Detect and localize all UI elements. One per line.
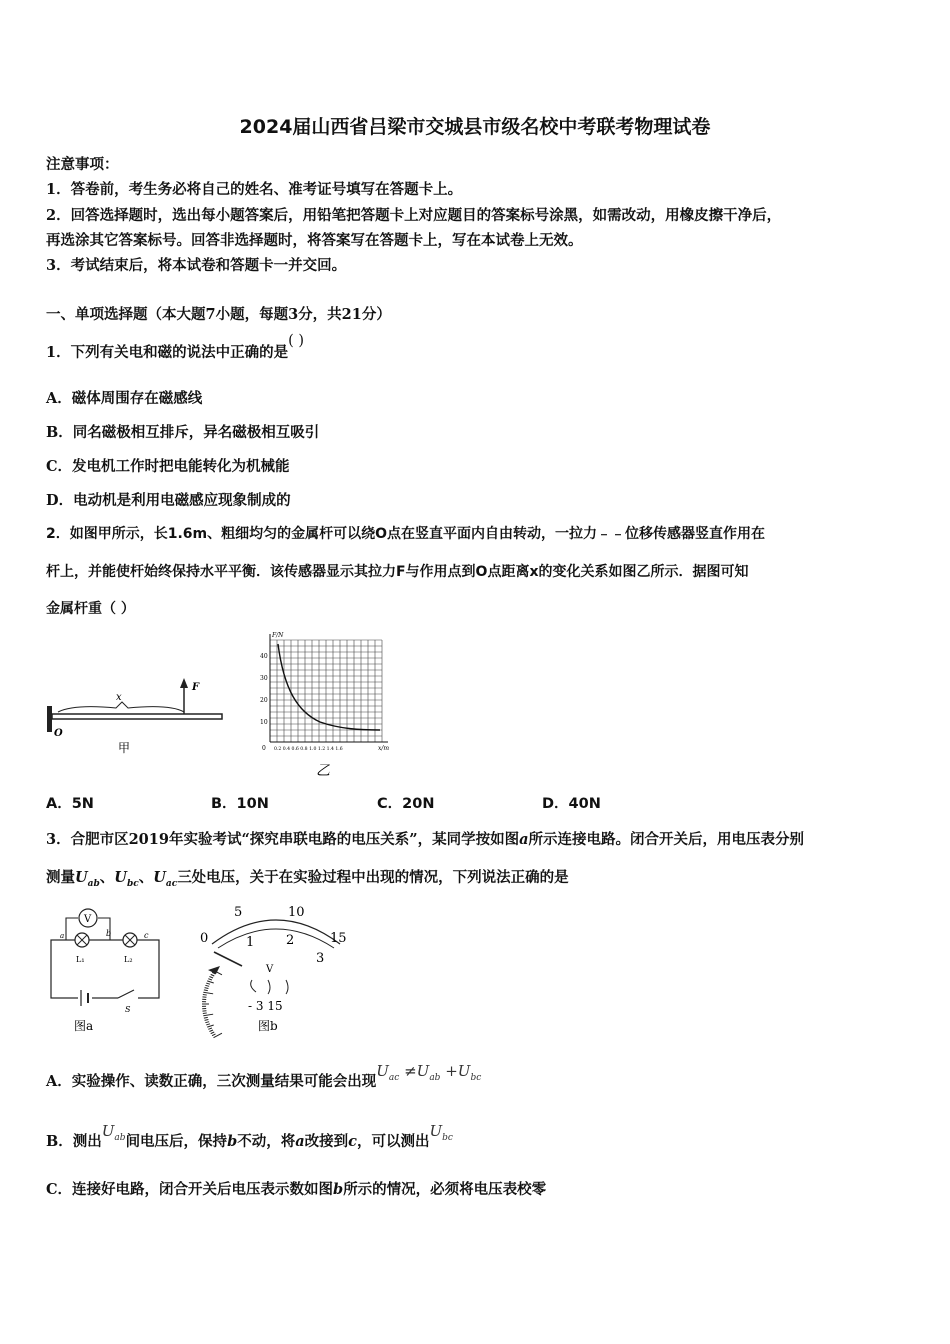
q3-option-b: B．测出$U_{ab}$间电压后，保持b不动，将a改接到c，可以测出$U_{bc}$ — [46, 1122, 453, 1150]
q1-option-a: A．磁体周围存在磁感线 — [46, 390, 203, 407]
dial-tick — [209, 977, 213, 978]
figure-circuit — [44, 904, 169, 1034]
dial-tick — [203, 1014, 213, 1016]
y-tick: 40 — [260, 653, 268, 660]
question-2-stem: 杆上，并能使杆始终保持水平平衡．该传感器显示其拉力F与作用点到O点距离x的变化关系如图乙所示．据图可知 — [46, 564, 749, 580]
metal-rod — [52, 714, 222, 719]
dial-arc-inner — [218, 929, 334, 948]
question-1-stem: 1．下列有关电和磁的说法中正确的是( ) — [46, 333, 305, 361]
figure-caption: 甲 — [118, 741, 131, 755]
point-c: c — [144, 931, 149, 940]
scale-label: 5 — [234, 905, 243, 920]
answer-blank: ( ) — [288, 333, 305, 349]
figure-caption: 图a — [74, 1019, 94, 1033]
terminal-labels: - 3 15 — [248, 999, 283, 1013]
x-ticks: 0.2 0.4 0.6 0.8 1.0 1.2 1.4 1.6 — [274, 747, 343, 752]
dial-tick — [207, 981, 214, 983]
dial-tick — [207, 1025, 214, 1027]
figure-lever — [44, 668, 234, 758]
figure-graph — [250, 630, 400, 780]
scale-label: 1 — [246, 935, 255, 950]
scale-label: 10 — [288, 905, 305, 920]
y-tick: 20 — [260, 697, 268, 704]
brace-x — [58, 702, 184, 712]
q1-option-c: C．发电机工作时把电能转化为机械能 — [46, 458, 290, 475]
figure-caption: 乙 — [316, 763, 330, 779]
point-a: a — [60, 932, 65, 940]
label-O: O — [54, 728, 63, 739]
dial-tick — [209, 1030, 213, 1031]
figure-voltmeter-dial — [196, 900, 356, 1040]
q3-option-c: C．连接好电路，闭合开关后电压表示数如图b所示的情况，必须将电压表校零 — [46, 1181, 547, 1198]
dial-tick — [205, 985, 209, 986]
label-s: S — [125, 1005, 131, 1014]
dial-tick — [204, 1017, 208, 1018]
dial-tick — [205, 1022, 209, 1023]
voltmeter-label: V — [84, 914, 92, 925]
dial-tick — [212, 1034, 215, 1036]
question-2-stem: 金属杆重（ ） — [46, 601, 135, 617]
section-heading: 一、单项选择题（本大题7小题，每题3分，共21分） — [46, 306, 391, 323]
force-curve — [278, 644, 380, 730]
dial-tick — [203, 995, 207, 996]
label-F: F — [192, 682, 200, 693]
q2-option-d: D．40N — [542, 796, 601, 812]
x-axis-label: x/m — [378, 745, 390, 752]
needle — [214, 952, 242, 966]
dial-tick — [204, 990, 208, 991]
q2-option-b: B．10N — [211, 796, 269, 812]
notice-item: 3．考试结束后，将本试卷和答题卡一并交回。 — [46, 257, 347, 274]
q2-option-c: C．20N — [377, 796, 435, 812]
question-3-stem: 3．合肥市区2019年实验考试“探究串联电路的电压关系”，某同学按如图a所示连接电路。闭合开关后，用电压表分别 — [46, 831, 805, 848]
dial-tick — [205, 988, 209, 989]
q1-option-b: B．同名磁极相互排斥，异名磁极相互吸引 — [46, 424, 320, 441]
scale-label: 3 — [316, 951, 325, 966]
notice-heading: 注意事项： — [46, 156, 119, 173]
question-3-stem: 测量$U_{ab}$、$U_{bc}$、$U_{ac}$三处电压，关于在实验过程中出现的情况，下列说法正确的是 — [46, 869, 569, 889]
page-title: 2024届山西省吕梁市交城县市级名校中考联考物理试卷 — [239, 116, 711, 138]
figure-caption: 图b — [258, 1019, 278, 1033]
label-l1: L₁ — [76, 955, 85, 964]
circuit-loop — [51, 940, 159, 998]
scale-label: 15 — [330, 931, 347, 946]
dial-tick — [206, 983, 210, 984]
scale-label: 2 — [286, 933, 295, 948]
notice-item: 再选涂其它答案标号。回答非选择题时，将答案写在答题卡上，写在本试卷上无效。 — [46, 232, 583, 249]
scale-label: 0 — [200, 931, 209, 946]
unit-label: V — [266, 964, 274, 975]
y-tick: 0 — [262, 745, 266, 752]
y-tick: 10 — [260, 719, 268, 726]
dial-tick — [206, 1024, 210, 1025]
dial-tick — [211, 974, 215, 976]
q2-option-a: A．5N — [46, 796, 94, 812]
notice-item: 1．答卷前，考生务必将自己的姓名、准考证号填写在答题卡上。 — [46, 181, 463, 198]
q1-option-d: D．电动机是利用电磁感应现象制成的 — [46, 492, 291, 509]
point-b: b — [106, 929, 112, 938]
q3-option-a: A．实验操作、读数正确，三次测量结果可能会出现$U_{ac} \ne U_{ab} +U_{bc}$ — [46, 1062, 482, 1090]
question-2-stem: 2．如图甲所示，长1.6m、粗细均匀的金属杆可以绕O点在竖直平面内自由转动，一拉力﹣﹣位移传感器竖直作用在 — [46, 526, 766, 542]
dial-tick — [208, 979, 212, 980]
dial-tick — [208, 1028, 212, 1029]
notice-item: 2．回答选择题时，选出每小题答案后，用铅笔把答题卡上对应题目的答案标号涂黑，如需改动，用橡皮擦干净后， — [46, 207, 782, 224]
y-axis-label: F/N — [272, 632, 284, 639]
label-l2: L₂ — [124, 955, 133, 964]
dial-tick — [203, 992, 213, 994]
y-tick: 30 — [260, 675, 268, 682]
dial-tick — [203, 1013, 207, 1014]
label-x: x — [116, 692, 122, 703]
dial-tick — [211, 1032, 215, 1034]
dial-tick — [205, 1020, 209, 1021]
